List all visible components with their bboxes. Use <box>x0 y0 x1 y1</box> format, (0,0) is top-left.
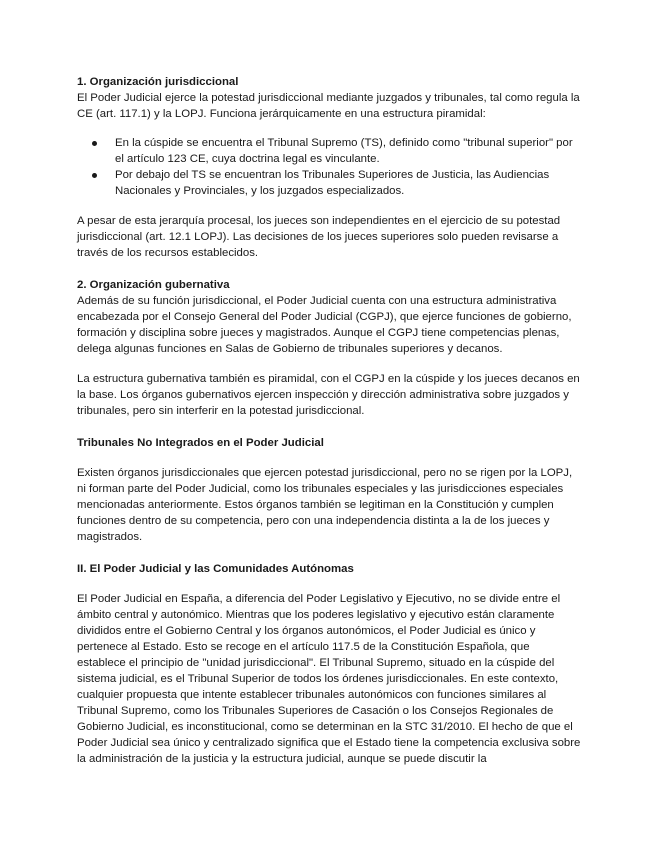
section-1-title: 1. Organización jurisdiccional <box>77 76 239 88</box>
bullet-text: En la cúspide se encuentra el Tribunal Supremo (TS), definido como "tribunal superior" por el artículo 123 CE, cuya doctrina legal es vinculante. <box>115 137 573 165</box>
section-2-title: 2. Organización gubernativa <box>77 279 230 291</box>
section-1-intro: El Poder Judicial ejerce la potestad jurisdiccional mediante juzgados y tribunales, tal como regula la CE (art. 117.1) y la LOPJ. Funciona jerárquicamente en una estructura piramidal: <box>77 92 580 120</box>
section-2-paragraph-1: Además de su función jurisdiccional, el Poder Judicial cuenta con una estructura administrativa encabezada por el Consejo General del Poder Judicial (CGPJ), que ejerce funciones de gobierno, formación y disciplina sobre jueces y magistrados. Aunque el CGPJ tiene competencias plenas, delega algunas funciones en Salas de Gobierno de tribunales superiores y decanos. <box>77 295 572 355</box>
section-3-paragraph-1: Existen órganos jurisdiccionales que ejercen potestad jurisdiccional, pero no se rigen por la LOPJ, ni forman parte del Poder Judicial, como los tribunales especiales y las jurisdicciones especiales mencionadas anteriormente. Estos órganos también se legitiman en la Constitución y cumplen funciones dentro de su competencia, pero con una independencia distinta a la de los jueces y magistrados. <box>77 467 573 543</box>
section-4-paragraph-1: El Poder Judicial en España, a diferencia del Poder Legislativo y Ejecutivo, no se divide entre el ámbito central y autonómico. Mientras que los poderes legislativo y ejecutivo están claramente divididos entre el Gobierno Central y los órganos autonómicos, el Poder Judicial es único y pertenece al Estado. Esto se recoge en el artículo 117.5 de la Constitución Española, que establece el principio de "unidad jurisdiccional". El Tribunal Supremo, situado en la cúspide del sistema judicial, es el Tribunal Superior de todos los órdenes jurisdiccionales. En este contexto, cualquier propuesta que intente establecer tribunales autonómicos con funciones similares al Tribunal Supremo, como los Tribunales Superiores de Casación o los Consejos Regionales de Gobierno Judicial, es inconstitucional, como se determinan en la STC 31/2010. El hecho de que el Poder Judicial sea único y centralizado significa que el Estado tiene la competencia exclusiva sobre la administración de la justicia y la estructura judicial, aunque se puede discutir la <box>77 593 581 765</box>
bullet-item <box>77 167 581 199</box>
bullet-dot-icon <box>92 141 97 146</box>
bullet-text: Por debajo del TS se encuentran los Tribunales Superiores de Justicia, las Audiencias Nacionales y Provinciales, y los juzgados especializados. <box>115 169 550 197</box>
section-2-paragraph-2: La estructura gubernativa también es piramidal, con el CGPJ en la cúspide y los jueces decanos en la base. Los órganos gubernativos ejercen inspección y dirección administrativa sobre juzgados y tribunales, pero sin interferir en la potestad jurisdiccional. <box>77 373 580 417</box>
section-4-title: II. El Poder Judicial y las Comunidades Autónomas <box>77 563 354 575</box>
bullet-item <box>77 135 581 167</box>
section-1-closing: A pesar de esta jerarquía procesal, los jueces son independientes en el ejercicio de su potestad jurisdiccional (art. 12.1 LOPJ). Las decisiones de los jueces superiores solo pueden revisarse a través de los recursos establecidos. <box>77 215 561 259</box>
bullet-dot-icon <box>92 173 97 178</box>
section-1-bullet-list <box>77 135 581 199</box>
section-3-title: Tribunales No Integrados en el Poder Judicial <box>77 437 324 449</box>
